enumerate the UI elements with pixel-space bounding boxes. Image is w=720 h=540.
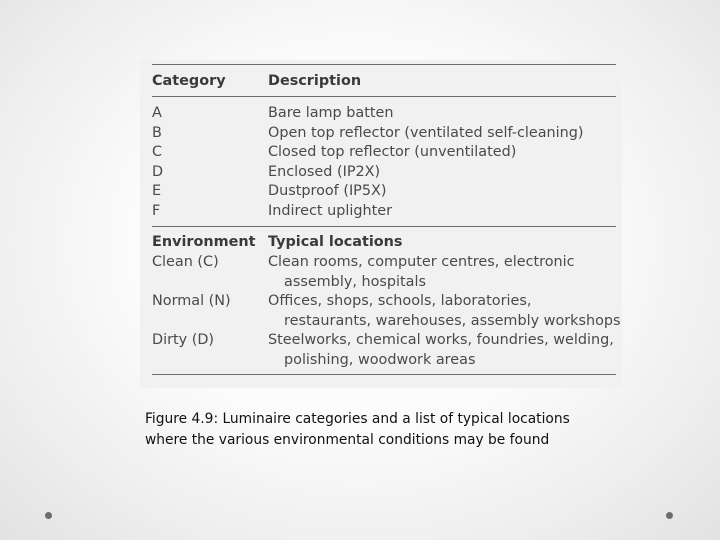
environment-name: Clean (C) [152,254,219,270]
category-row-a [152,104,616,124]
environment-name: Dirty (D) [152,332,215,348]
environment-locations-cont: assembly, hospitals [284,273,426,290]
environment-row-normal [152,292,616,312]
environment-row-dirty-cont [152,351,616,371]
category-code: B [152,124,162,141]
environment-locations: Steelworks, chemical works, foundries, welding, [268,332,614,348]
category-row-e [152,182,616,202]
category-description: Closed top reflector (unventilated) [268,144,517,160]
luminaire-table [152,64,621,375]
category-description: Dustproof (IP5X) [268,183,387,199]
category-code: D [152,163,164,180]
luminaire-table-image [140,60,622,388]
environment-header: Environment [152,234,256,250]
category-row-f [152,202,616,222]
table-bottom-rule [152,374,616,375]
environment-locations-cont: polishing, woodwork areas [284,351,476,368]
caption-line-1: Figure 4.9: Luminaire categories and a list of typical locations [145,411,570,427]
category-code: E [152,183,162,199]
category-description: Bare lamp batten [268,105,394,121]
category-description: Open top reflector (ventilated self-cleaning) [268,124,584,141]
category-row-c [152,143,616,163]
environment-row-clean-cont [152,273,616,293]
environment-rows [152,253,621,374]
category-header: Category [152,73,226,89]
environment-name: Normal (N) [152,293,231,309]
environment-locations-cont: restaurants, warehouses, assembly workshops [284,312,621,329]
environment-row-normal-cont [152,312,621,332]
category-code: A [152,105,162,121]
figure-caption [145,409,615,451]
typical-locations-header: Typical locations [268,234,403,250]
environment-header-row [152,227,616,253]
bullet-dot-icon [666,512,673,519]
category-row-d [152,163,616,183]
category-row-b [152,124,616,144]
description-header: Description [268,73,362,89]
category-code: F [152,202,161,219]
category-code: C [152,144,163,160]
environment-row-dirty [152,331,616,351]
environment-locations: Offices, shops, schools, laboratories, [268,293,532,309]
caption-line-2: where the various environmental conditions may be found [145,432,550,448]
category-description: Enclosed (IP2X) [268,163,381,180]
environment-locations: Clean rooms, computer centres, electronic [268,254,575,270]
category-description: Indirect uplighter [268,202,392,219]
category-header-row [152,65,616,96]
category-rows [152,97,616,226]
environment-row-clean [152,253,616,273]
bullet-dot-icon [45,512,52,519]
